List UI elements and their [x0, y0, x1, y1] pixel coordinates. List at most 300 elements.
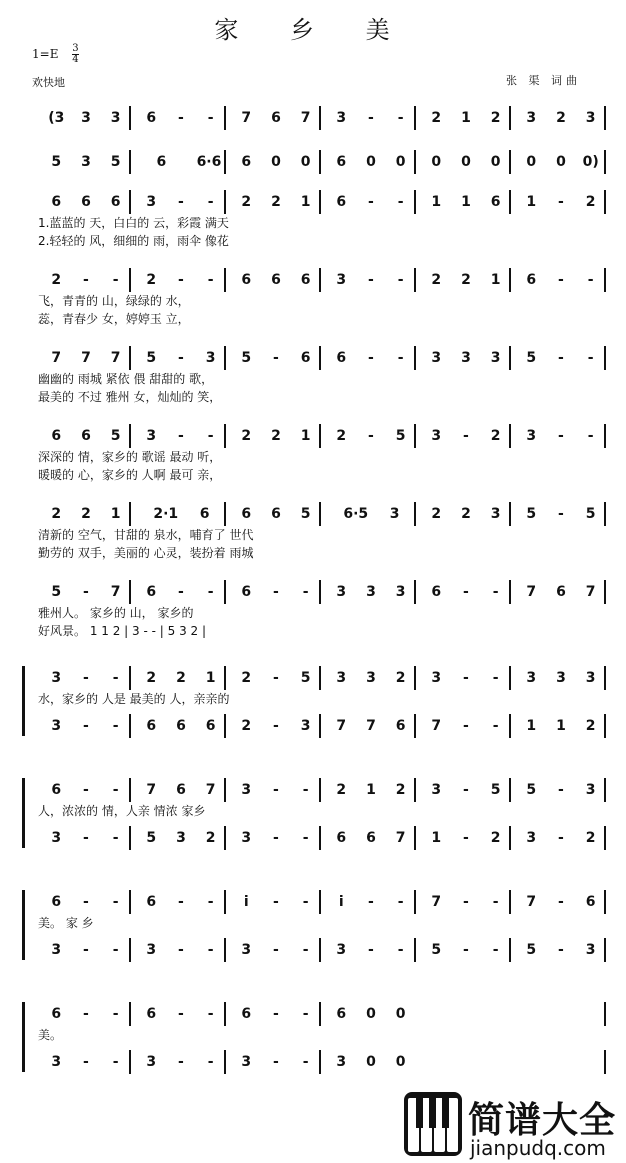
note: i [338, 894, 344, 910]
barline [604, 268, 606, 292]
note: (3 [48, 110, 65, 126]
note: - [302, 782, 309, 798]
note: - [302, 830, 309, 846]
barline [604, 1050, 606, 1074]
key-signature [32, 44, 79, 65]
barline [509, 666, 511, 690]
barline [414, 346, 416, 370]
note: - [273, 670, 279, 686]
note: 2 [395, 670, 406, 686]
lyric-line: 深深的 情，家乡的 歌谣 最动 听， [38, 450, 222, 464]
note: 3 [146, 194, 157, 210]
barline [604, 424, 606, 448]
note: 3 [110, 110, 121, 126]
barline [129, 190, 131, 214]
note: - [302, 942, 309, 958]
note: 3 [336, 1054, 347, 1070]
lyric-line: 暖暖的 心，家乡的 人啊 最可 亲， [38, 468, 222, 482]
note: 5 [526, 782, 537, 798]
note: 0 [526, 154, 537, 170]
note: - [273, 1054, 279, 1070]
note: - [207, 1054, 214, 1070]
barline [509, 346, 511, 370]
note: - [273, 942, 279, 958]
note: 3 [431, 782, 442, 798]
barline [509, 938, 511, 962]
barline [224, 346, 226, 370]
note: - [302, 584, 309, 600]
note: - [492, 942, 499, 958]
note: - [178, 350, 184, 366]
time-bottom: 4 [72, 54, 79, 65]
barline [604, 190, 606, 214]
barline [604, 1002, 606, 1026]
note: - [112, 942, 119, 958]
note: 3 [336, 942, 347, 958]
note: 2 [271, 194, 281, 210]
note: 5 [395, 428, 406, 444]
lyric-line: 2.轻轻的 风，细细的 雨，雨伞 像花 [38, 234, 229, 248]
note: 0 [395, 1006, 406, 1022]
lyric-line: 美。 家 乡 [38, 916, 94, 930]
note: - [492, 584, 499, 600]
note: 0 [431, 154, 442, 170]
barline [604, 580, 606, 604]
barline [129, 1050, 131, 1074]
note: 2 [146, 670, 157, 686]
barline [319, 1050, 321, 1074]
note: - [463, 782, 469, 798]
note: - [112, 1054, 119, 1070]
note: - [397, 894, 404, 910]
note: 3 [389, 506, 400, 522]
note: 6 [300, 272, 311, 288]
note: - [207, 584, 214, 600]
watermark-name: 简谱大全 [468, 1100, 617, 1141]
note: - [368, 350, 374, 366]
note: - [368, 428, 374, 444]
note: 6 [205, 718, 216, 734]
barline [224, 1050, 226, 1074]
note: 2 [241, 428, 252, 444]
note: 3 [395, 584, 406, 600]
note: - [207, 1006, 214, 1022]
note: 3 [300, 718, 311, 734]
note: 6 [300, 350, 311, 366]
note: 6 [146, 894, 157, 910]
note: 0 [395, 154, 406, 170]
note: 6 [146, 718, 157, 734]
note: 2 [395, 782, 406, 798]
barline [224, 502, 226, 526]
note: 3 [526, 428, 537, 444]
note: - [397, 942, 404, 958]
barline [319, 580, 321, 604]
note: - [83, 830, 89, 846]
note: 6 [556, 584, 566, 600]
note: 1 [366, 782, 376, 798]
note: - [397, 194, 404, 210]
note: - [558, 782, 564, 798]
time-signature [72, 44, 78, 65]
barline [224, 826, 226, 850]
note: 5 [526, 942, 537, 958]
note: - [463, 670, 469, 686]
note: 6 [51, 894, 62, 910]
note: - [83, 1054, 89, 1070]
note: 6 [336, 154, 347, 170]
note: - [368, 110, 374, 126]
note: 3 [241, 942, 252, 958]
note: 3 [51, 670, 62, 686]
note: 7 [81, 350, 91, 366]
note: 6 [51, 194, 62, 210]
barline [414, 150, 416, 174]
barline [319, 666, 321, 690]
note: - [207, 110, 214, 126]
note: 6 [110, 194, 121, 210]
note: 7 [431, 718, 442, 734]
lyric-line: 人，浓浓的 情，人亲 情浓 家乡 [38, 804, 206, 818]
note: - [207, 194, 214, 210]
barline [604, 778, 606, 802]
note: - [558, 894, 564, 910]
note: - [273, 782, 279, 798]
note: 2 [241, 670, 252, 686]
note: 1 [526, 718, 537, 734]
barline [224, 714, 226, 738]
lyric-line: 雅州人。 家乡的 山， 家乡的 [38, 606, 194, 620]
note: - [558, 272, 564, 288]
barline [224, 778, 226, 802]
note: 7 [110, 584, 121, 600]
barline [129, 346, 131, 370]
tempo-marking: 欢快地 [32, 76, 65, 89]
note: - [112, 670, 119, 686]
note: 7 [110, 350, 121, 366]
note: 3 [336, 584, 347, 600]
note: 1 [431, 194, 442, 210]
note: 6 [176, 782, 186, 798]
note: - [463, 584, 469, 600]
barline [224, 890, 226, 914]
note: 5 [51, 154, 62, 170]
lyric-line: 最美的 不过 雅州 女，灿灿的 笑， [38, 390, 222, 404]
note: 5 [526, 506, 537, 522]
note: 2 [461, 272, 471, 288]
note: - [83, 782, 89, 798]
note: - [302, 1054, 309, 1070]
note: - [463, 942, 469, 958]
lyric-line: 清新的 空气，甘甜的 泉水，哺育了 世代 [38, 528, 254, 542]
barline [414, 714, 416, 738]
barline [224, 190, 226, 214]
note: 2 [241, 718, 252, 734]
note: 5 [241, 350, 252, 366]
barline [604, 150, 606, 174]
note: 6 [51, 428, 62, 444]
note: - [178, 272, 184, 288]
barline [509, 502, 511, 526]
note: 6 [241, 272, 252, 288]
note: - [397, 272, 404, 288]
note: 5 [585, 506, 596, 522]
note: 2·1 [153, 506, 179, 522]
barline [319, 190, 321, 214]
note: - [178, 1054, 184, 1070]
barline [319, 938, 321, 962]
note: 2 [271, 428, 281, 444]
note: 7 [366, 718, 376, 734]
note: 6 [241, 506, 252, 522]
note: - [112, 1006, 119, 1022]
note: - [302, 1006, 309, 1022]
barline [604, 890, 606, 914]
barline [414, 666, 416, 690]
note: 2 [490, 428, 501, 444]
note: 5 [300, 670, 311, 686]
barline [509, 150, 511, 174]
barline [604, 826, 606, 850]
note: 5 [526, 350, 537, 366]
lyric-line: 勤劳的 双手，美丽的 心灵，装扮着 雨城 [38, 546, 254, 560]
note: 6 [241, 584, 252, 600]
barline [224, 580, 226, 604]
note: 2 [431, 110, 442, 126]
note: 7 [395, 830, 406, 846]
barline [224, 150, 226, 174]
note: 5 [51, 584, 62, 600]
note: 0 [395, 1054, 406, 1070]
barline [129, 778, 131, 802]
lyric-line: 水，家乡的 人是 最美的 人，亲亲的 [38, 692, 230, 706]
note: 0) [582, 154, 599, 170]
barline [129, 826, 131, 850]
note: - [178, 894, 184, 910]
note: - [397, 110, 404, 126]
note: 6 [366, 830, 376, 846]
watermark-url: jianpudq.com [470, 1136, 606, 1160]
note: 3 [526, 670, 537, 686]
barline [414, 826, 416, 850]
barline [509, 890, 511, 914]
note: 7 [300, 110, 311, 126]
lyric-line: 蕊，青春少 女，婷婷玉 立， [38, 312, 190, 326]
note: 2 [146, 272, 157, 288]
barline [129, 938, 131, 962]
note: 2 [51, 506, 62, 522]
note: 7 [51, 350, 62, 366]
note: 2 [431, 272, 442, 288]
barline [129, 268, 131, 292]
note: 2 [431, 506, 442, 522]
note: 0 [556, 154, 566, 170]
note: 3 [490, 350, 501, 366]
note: 6 [146, 584, 157, 600]
lyric-line: 好风景。 1 1 2 | 3 - - | 5 3 2 | [38, 624, 207, 638]
note: 2 [336, 782, 347, 798]
note: 2 [461, 506, 471, 522]
note: - [83, 718, 89, 734]
barline [509, 826, 511, 850]
barline [414, 106, 416, 130]
note: 3 [176, 830, 186, 846]
barline [509, 190, 511, 214]
note: 7 [526, 894, 537, 910]
note: - [587, 272, 594, 288]
note: - [83, 942, 89, 958]
note: 1 [300, 428, 311, 444]
note: 3 [81, 154, 91, 170]
note: 6 [51, 1006, 62, 1022]
note: 2 [490, 110, 501, 126]
note: - [178, 194, 184, 210]
note: - [178, 1006, 184, 1022]
note: - [368, 894, 374, 910]
note: 2 [241, 194, 252, 210]
note: - [178, 584, 184, 600]
note: 2 [585, 830, 596, 846]
barline [129, 106, 131, 130]
note: 7 [526, 584, 537, 600]
barline [224, 424, 226, 448]
note: 3 [585, 782, 596, 798]
note: 6 [271, 272, 281, 288]
note: 1 [461, 194, 471, 210]
barline [604, 666, 606, 690]
barline [224, 666, 226, 690]
note: 1 [110, 506, 121, 522]
note: - [558, 830, 564, 846]
note: 5 [110, 154, 121, 170]
note: 1 [461, 110, 471, 126]
lyric-line: 幽幽的 雨城 紧依 偎 甜甜的 歌， [38, 372, 214, 386]
note: 1 [205, 670, 216, 686]
note: - [83, 670, 89, 686]
note: 7 [585, 584, 596, 600]
note: - [558, 194, 564, 210]
note: 5 [431, 942, 442, 958]
note: 6 [241, 154, 252, 170]
note: 5 [490, 782, 501, 798]
note: 6 [431, 584, 442, 600]
note: 3 [366, 670, 376, 686]
note: 6 [336, 830, 347, 846]
note: 6 [490, 194, 501, 210]
barline [129, 150, 131, 174]
note: - [83, 272, 89, 288]
note: 6 [199, 506, 210, 522]
barline [604, 346, 606, 370]
barline [319, 714, 321, 738]
note: 5 [300, 506, 311, 522]
note: - [587, 350, 594, 366]
note: 1 [556, 718, 566, 734]
note: 7 [241, 110, 252, 126]
note: - [112, 830, 119, 846]
note: 3 [431, 428, 442, 444]
note: - [587, 428, 594, 444]
note: 7 [336, 718, 347, 734]
note: 3 [241, 830, 252, 846]
note: - [207, 942, 214, 958]
note: 0 [366, 154, 376, 170]
note: - [463, 830, 469, 846]
note: 7 [146, 782, 157, 798]
barline [604, 938, 606, 962]
barline [414, 268, 416, 292]
lyric-line: 1.蓝蓝的 天，白白的 云，彩霞 满天 [38, 216, 229, 230]
note: - [463, 428, 469, 444]
barline [414, 938, 416, 962]
barline [129, 714, 131, 738]
note: 3 [526, 830, 537, 846]
song-title: 家 乡 美 [214, 16, 412, 44]
note: - [112, 272, 119, 288]
note: 5 [110, 428, 121, 444]
note: 2 [336, 428, 347, 444]
barline [319, 1002, 321, 1026]
note: - [207, 272, 214, 288]
system-bracket [22, 890, 25, 960]
note: 7 [205, 782, 216, 798]
barline [509, 778, 511, 802]
note: 1 [490, 272, 501, 288]
note: - [302, 894, 309, 910]
note: 6 [585, 894, 596, 910]
note: 6 [156, 154, 167, 170]
note: 6 [241, 1006, 252, 1022]
note: 6 [526, 272, 537, 288]
barline [414, 580, 416, 604]
note: - [178, 942, 184, 958]
barline [224, 106, 226, 130]
note: 3 [526, 110, 537, 126]
note: 6 [271, 110, 281, 126]
piano-icon [404, 1092, 462, 1156]
note: 3 [146, 1054, 157, 1070]
note: 6 [271, 506, 281, 522]
note: 3 [461, 350, 471, 366]
barline [509, 268, 511, 292]
note: 3 [585, 942, 596, 958]
note: 3 [51, 718, 62, 734]
note: 2 [176, 670, 186, 686]
note: 3 [51, 942, 62, 958]
note: 6 [146, 110, 157, 126]
note: 2 [585, 194, 596, 210]
note: - [273, 830, 279, 846]
system-bracket [22, 778, 25, 848]
note: - [178, 428, 184, 444]
barline [604, 502, 606, 526]
barline [509, 580, 511, 604]
lyric-line: 美。 [38, 1028, 63, 1042]
barline [224, 938, 226, 962]
barline [414, 890, 416, 914]
note: - [112, 718, 119, 734]
note: - [83, 584, 89, 600]
note: 6 [395, 718, 406, 734]
barline [414, 502, 416, 526]
note: 0 [366, 1054, 376, 1070]
note: - [558, 428, 564, 444]
note: 0 [461, 154, 471, 170]
barline [319, 890, 321, 914]
note: - [492, 718, 499, 734]
note: - [273, 894, 279, 910]
note: - [492, 894, 499, 910]
